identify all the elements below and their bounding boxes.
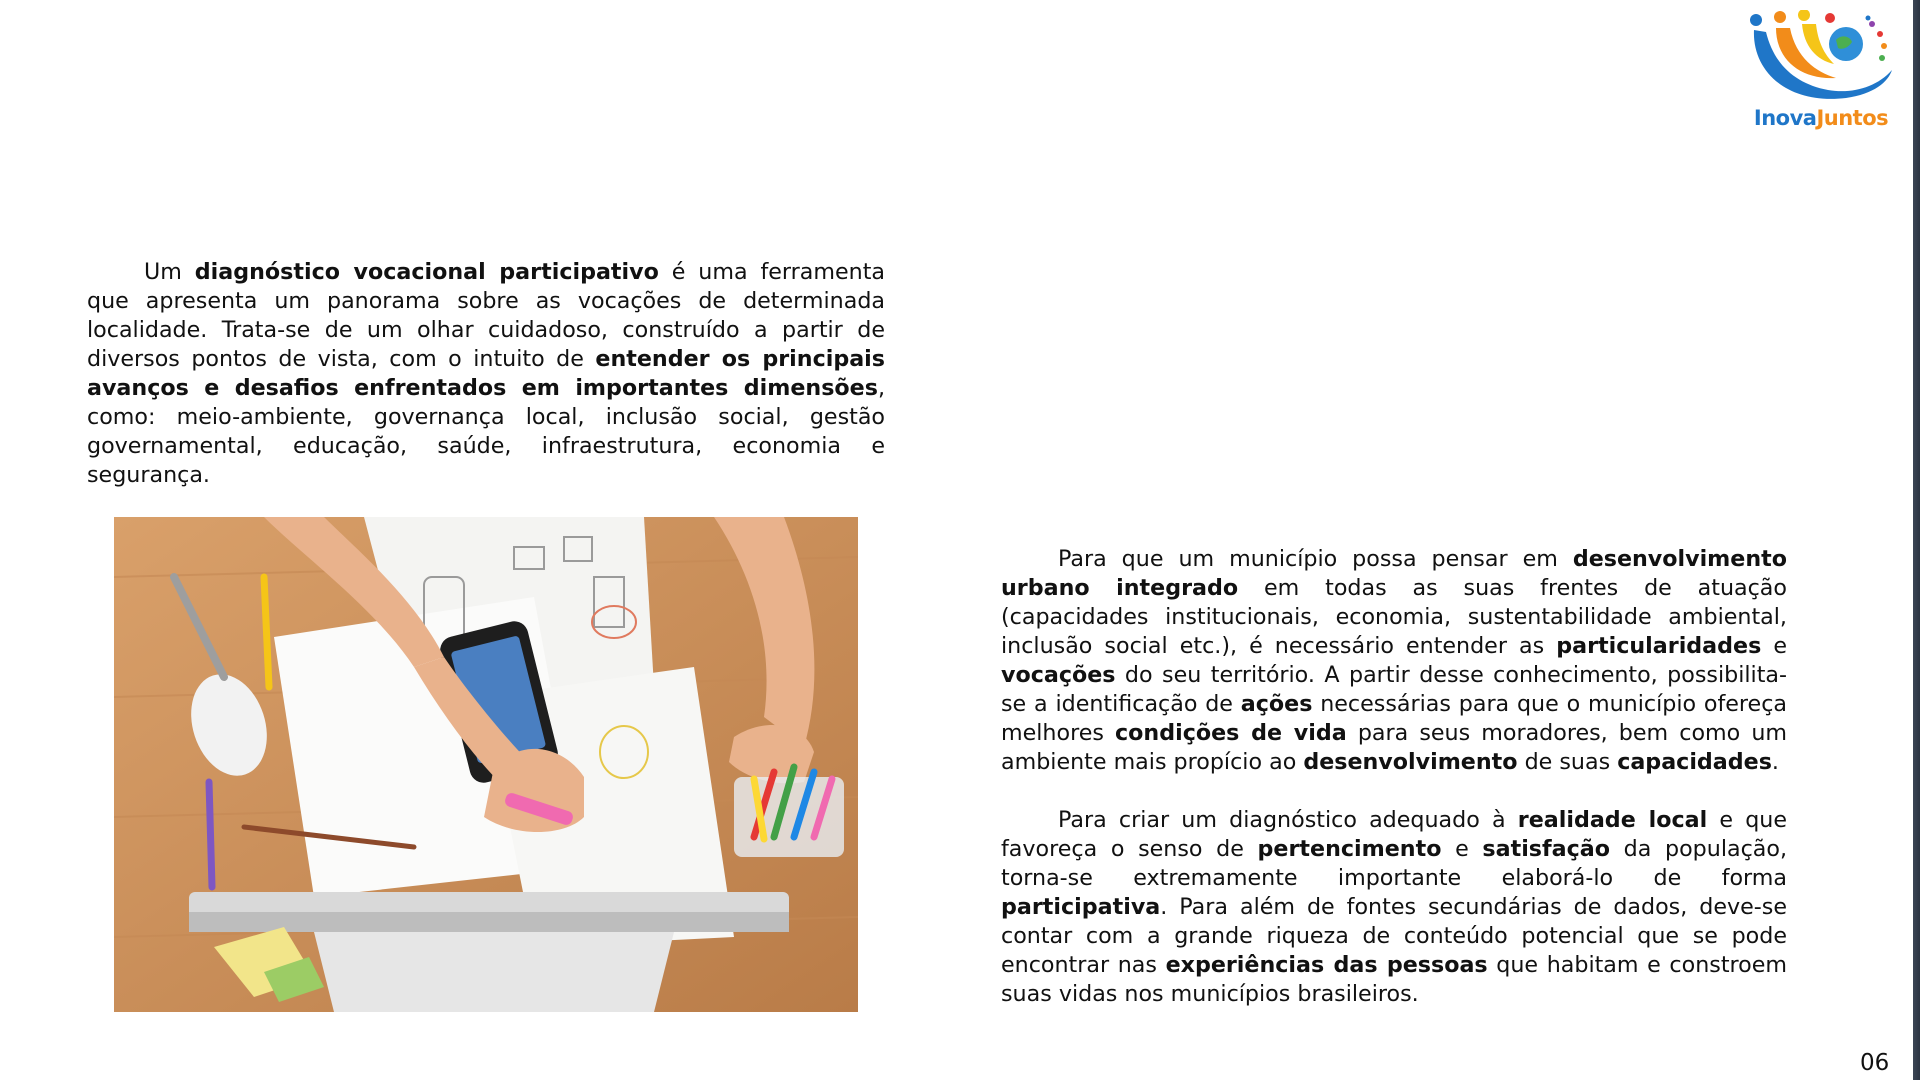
logo-mark-icon <box>1746 10 1896 110</box>
page-number: 06 <box>1860 1050 1890 1076</box>
inovajuntos-logo <box>1746 10 1896 136</box>
desk-photo <box>114 517 858 1012</box>
logo-wordmark: InovaJuntos <box>1753 106 1889 130</box>
paragraph-participativo: Para criar um diagnóstico adequado à realidade local e que favoreça o senso de pertencimento e satisfação da população, torna-se extremamente importante elaborá-lo de forma participativa. Para além de fontes secundárias de dados, deve-se contar com a grande riqueza de conteúdo potencial que se pode encontrar nas experiências das pessoas que habitam e constroem suas vidas nos municípios brasileiros. <box>1001 807 1788 1007</box>
page-edge-bar <box>1910 0 1920 1080</box>
paragraph-diagnostico: Um diagnóstico vocacional participativo é uma ferramenta que apresenta um panorama sobre as vocações de determinada localidade. Trata-se de um olhar cuidadoso, construído a partir de diversos pontos de vista, com o intuito de entender os principais avanços e desafios enfrentados em importantes dimensões, como: meio-ambiente, governança local, inclusão social, gestão governamental, educação, saúde, infraestrutura, economia e segurança. <box>87 259 885 488</box>
paragraph-desenvolvimento: Para que um município possa pensar em desenvolvimento urbano integrado em todas as suas frentes de atuação (capacidades institucionais, economia, sustentabilidade ambiental, inclusão social etc.), é necessário entender as particularidades e vocações do seu território. A partir desse conhecimento, possibilita-se a identificação de ações necessárias para que o município ofereça melhores condições de vida para seus moradores, bem como um ambiente mais propício ao desenvolvimento de suas capacidades. <box>1001 546 1788 775</box>
